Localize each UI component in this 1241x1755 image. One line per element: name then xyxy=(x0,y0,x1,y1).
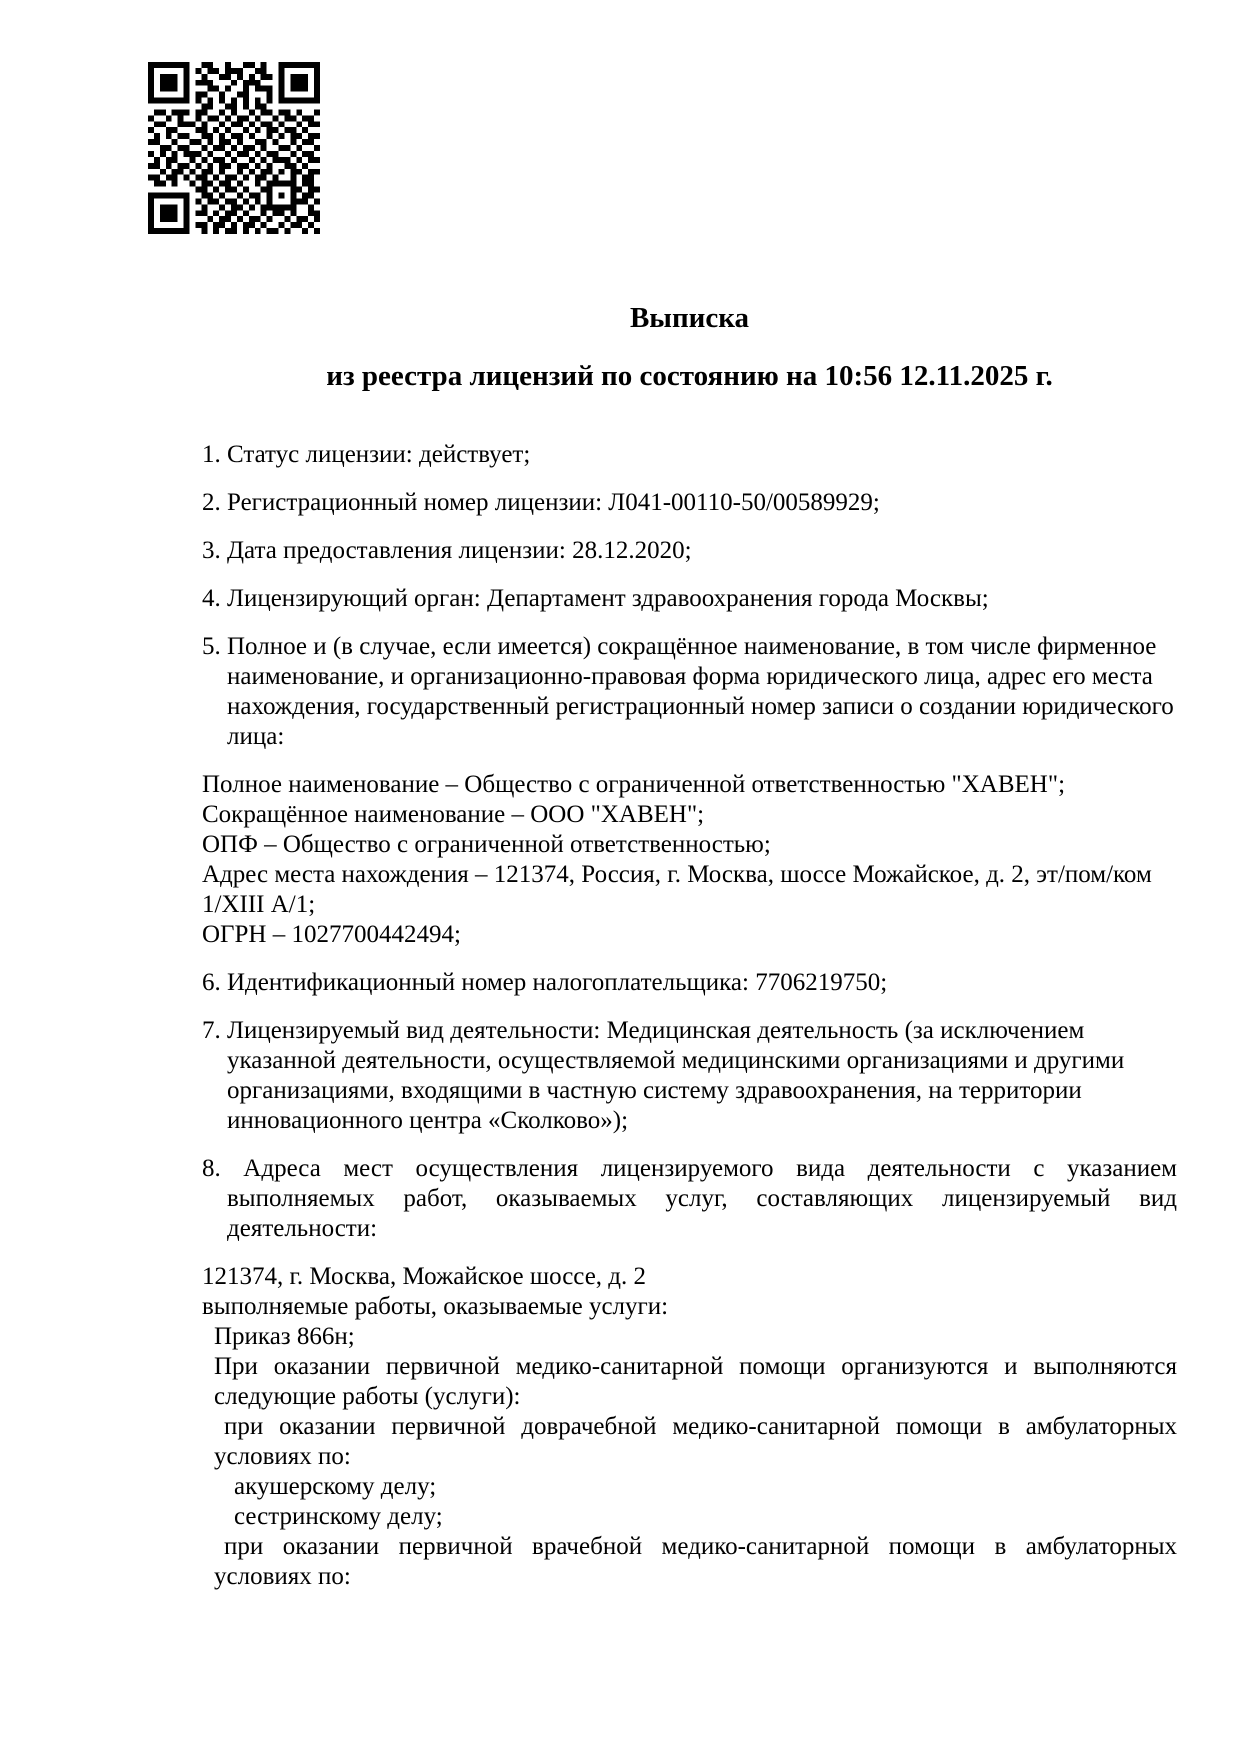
entity-detail-line: Сокращённое наименование – ООО "ХАВЕН"; xyxy=(202,801,705,828)
qr-code xyxy=(148,62,320,234)
activity-detail-line: сестринскому делу; xyxy=(234,1503,443,1530)
license-item-3: 3. Дата предоставления лицензии: 28.12.2020; xyxy=(202,537,692,564)
document-content xyxy=(202,300,1177,1592)
license-item-5: 5. Полное и (в случае, если имеется) сокращённое наименование, в том числе фирменное наименование, и организационно-правовая форма юридического лица, адрес его места нахождения, государственный регистрационный номер записи о создании юридического лица: xyxy=(202,633,1174,750)
activity-details-block xyxy=(202,1262,1177,1592)
license-item-4: 4. Лицензирующий орган: Департамент здравоохранения города Москвы; xyxy=(202,585,989,612)
document-subtitle: из реестра лицензий по состоянию на 10:56 12.11.2025 г. xyxy=(326,360,1053,392)
entity-details-block xyxy=(202,770,1177,950)
activity-detail-line: акушерскому делу; xyxy=(234,1473,437,1500)
entity-detail-line: Адрес места нахождения – 121374, Россия, г. Москва, шоссе Можайское, д. 2, эт/пом/ком 1/XIII А/1; xyxy=(202,861,1152,918)
activity-detail-line: Приказ 866н; xyxy=(214,1323,355,1350)
license-item-2: 2. Регистрационный номер лицензии: Л041-00110-50/00589929; xyxy=(202,489,880,516)
license-items-6-8 xyxy=(202,968,1177,1244)
activity-detail-line: выполняемые работы, оказываемые услуги: xyxy=(202,1293,669,1320)
entity-detail-line: Полное наименование – Общество с ограниченной ответственностью "ХАВЕН"; xyxy=(202,771,1066,798)
activity-detail-line: при оказании первичной врачебной медико-санитарной помощи в амбулаторных условиях по: xyxy=(214,1533,1177,1590)
document-title: Выписка xyxy=(629,302,750,334)
license-item-1: 1. Статус лицензии: действует; xyxy=(202,441,531,468)
document-body xyxy=(202,440,1177,1592)
entity-detail-line: ОПФ – Общество с ограниченной ответственностью; xyxy=(202,831,771,858)
activity-detail-line: при оказании первичной доврачебной медико-санитарной помощи в амбулаторных условиях по: xyxy=(214,1413,1177,1470)
activity-detail-line: 121374, г. Москва, Можайское шоссе, д. 2 xyxy=(202,1263,647,1290)
license-item-6: 6. Идентификационный номер налогоплательщика: 7706219750; xyxy=(202,969,888,996)
license-item-7: 7. Лицензируемый вид деятельности: Медицинская деятельность (за исключением указанной деятельности, осуществляемой медицинскими организациями и другими организациями, входящими в частную систему здравоохранения, на территории инновационного центра «Сколково»); xyxy=(202,1017,1125,1134)
qr-code-image xyxy=(148,62,320,234)
entity-detail-line: ОГРН – 1027700442494; xyxy=(202,921,461,948)
activity-detail-line: При оказании первичной медико-санитарной помощи организуются и выполняются следующие работы (услуги): xyxy=(214,1353,1177,1410)
license-items-1-5 xyxy=(202,440,1177,752)
license-item-8: 8. Адреса мест осуществления лицензируемого вида деятельности с указанием выполняемых работ, оказываемых услуг, составляющих лицензируемый вид деятельности: xyxy=(202,1155,1177,1242)
